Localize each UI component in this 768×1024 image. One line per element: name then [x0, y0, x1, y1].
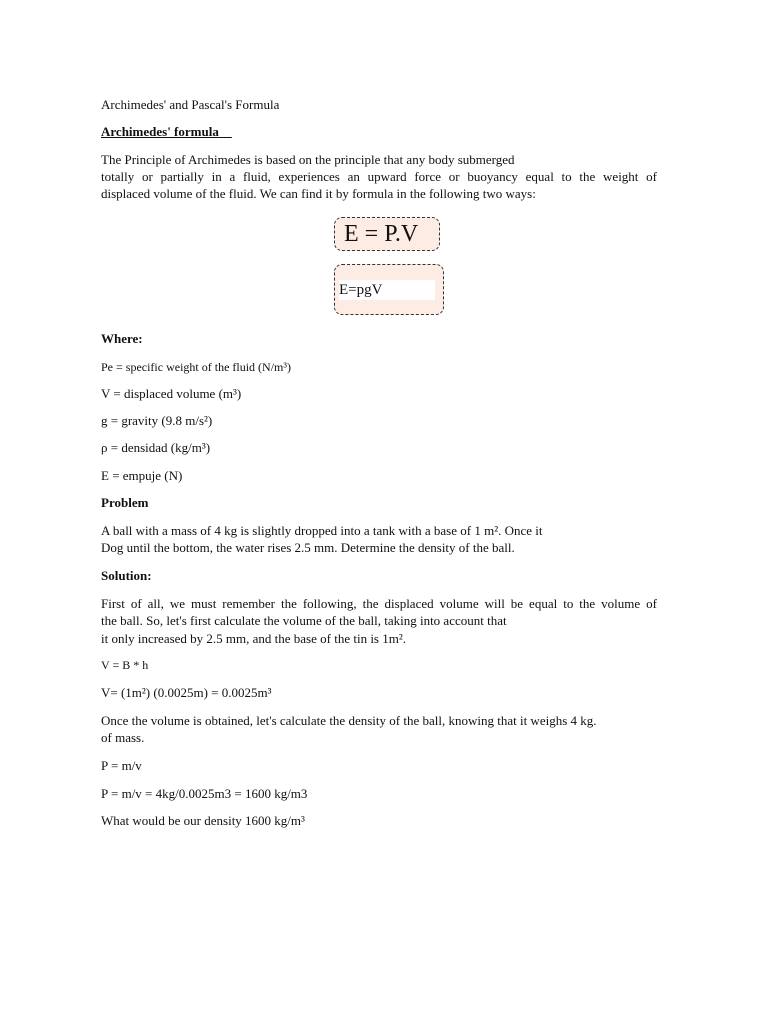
where-heading: Where: [101, 331, 143, 346]
problem-line-1: A ball with a mass of 4 kg is slightly dropped into a tank with a base of 1 m². Once it [101, 523, 543, 538]
equation-volume-formula: V = B * h [101, 658, 149, 672]
conclusion-line: What would be our density 1600 kg/m³ [101, 813, 305, 828]
equation-density-formula: P = m/v [101, 758, 142, 773]
heading-underline-trail [219, 124, 232, 139]
definition-e: E = empuje (N) [101, 468, 183, 483]
intro-line-3: displaced volume of the fluid. We can find it by formula in the following two ways: [101, 186, 536, 201]
intro-line-1: The Principle of Archimedes is based on the principle that any body submerged [101, 152, 515, 167]
document-title: Archimedes' and Pascal's Formula [101, 97, 280, 112]
formula-box-2 [334, 264, 444, 315]
definition-pe: Pe = specific weight of the fluid (N/m³) [101, 360, 291, 374]
definition-rho: ρ = densidad (kg/m³) [101, 440, 211, 455]
formula-2: E=pgV [339, 282, 383, 298]
formula-box-1 [334, 217, 440, 251]
formula-1: E = P.V [344, 221, 419, 247]
problem-line-2: Dog until the bottom, the water rises 2.5 mm. Determine the density of the ball. [101, 540, 515, 555]
definition-v: V = displaced volume (m³) [101, 386, 242, 401]
solution-line-3: it only increased by 2.5 mm, and the base of the tin is 1m². [101, 631, 407, 646]
equation-volume-calc: V= (1m²) (0.0025m) = 0.0025m³ [101, 685, 272, 700]
density-line-1: Once the volume is obtained, let's calculate the density of the ball, knowing that it weighs 4 kg. [101, 713, 597, 728]
section-heading-text: Archimedes' formula [101, 124, 219, 139]
solution-line-1: First of all, we must remember the following, the displaced volume will be equal to the volume of [101, 596, 657, 611]
intro-line-2: totally or partially in a fluid, experiences an upward force or buoyancy equal to the weight of [101, 169, 657, 184]
definition-g: g = gravity (9.8 m/s²) [101, 413, 213, 428]
problem-heading: Problem [101, 495, 149, 510]
solution-line-2: the ball. So, let's first calculate the volume of the ball, taking into account that [101, 613, 507, 628]
density-line-2: of mass. [101, 730, 145, 745]
solution-heading: Solution: [101, 568, 152, 583]
equation-density-calc: P = m/v = 4kg/0.0025m3 = 1600 kg/m3 [101, 786, 308, 801]
section-heading [101, 123, 232, 141]
